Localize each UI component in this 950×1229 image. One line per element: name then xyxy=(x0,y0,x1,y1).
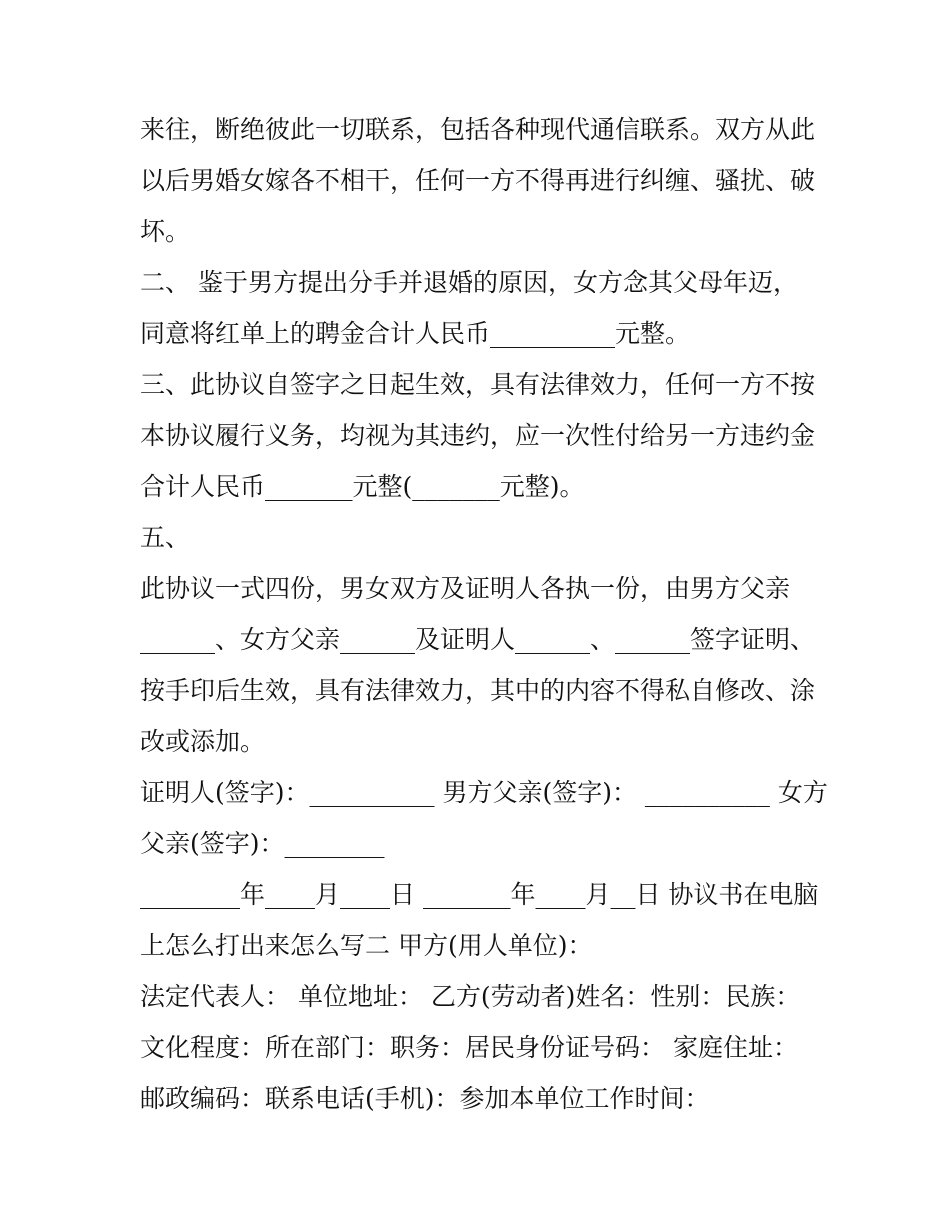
text-line: 五、 xyxy=(140,523,191,552)
text-line: 同意将红单上的聘金合计人民币__________元整。 xyxy=(140,319,691,348)
text-line: 二、 鉴于男方提出分手并退婚的原因，女方念其父母年迈， xyxy=(140,268,798,297)
text-line: 法定代表人： 单位地址： 乙方(劳动者)姓名：性别：民族： xyxy=(140,982,801,1011)
text-line: 改或添加。 xyxy=(140,727,266,756)
text-line: 以后男婚女嫁各不相干，任何一方不得再进行纠缠、骚扰、破 xyxy=(140,166,816,195)
text-line: 此协议一式四份，男女双方及证明人各执一份，由男方父亲 xyxy=(140,574,791,603)
text-line: 坏。 xyxy=(140,217,191,246)
text-line: 上怎么打出来怎么写二 甲方(用人单位)： xyxy=(140,931,593,960)
text-line: 文化程度：所在部门：职务：居民身份证号码： 家庭住址： xyxy=(140,1033,798,1062)
text-line: 合计人民币_______元整(_______元整)。 xyxy=(140,472,585,501)
text-line: 按手印后生效，具有法律效力，其中的内容不得私自修改、涂 xyxy=(140,676,816,705)
text-line: 三、此协议自签字之日起生效，具有法律效力，任何一方不按 xyxy=(140,370,816,399)
text-line: 邮政编码：联系电话(手机)：参加本单位工作时间： xyxy=(140,1084,710,1113)
text-line: 来往，断绝彼此一切联系，包括各种现代通信联系。双方从此 xyxy=(140,115,816,144)
text-line: ______、女方父亲______及证明人______、______签字证明、 xyxy=(140,625,816,654)
text-line: 本协议履行义务，均视为其违约，应一次性付给另一方违约金 xyxy=(140,421,816,450)
text-line: ________年____月____日 _______年____月__日 协议书在电脑 xyxy=(140,880,819,909)
text-line: 证明人(签字)：__________ 男方父亲(签字)： __________ 女方 xyxy=(140,778,828,807)
text-line: 父亲(签字)：________ xyxy=(140,829,385,858)
document-body xyxy=(140,104,828,1124)
